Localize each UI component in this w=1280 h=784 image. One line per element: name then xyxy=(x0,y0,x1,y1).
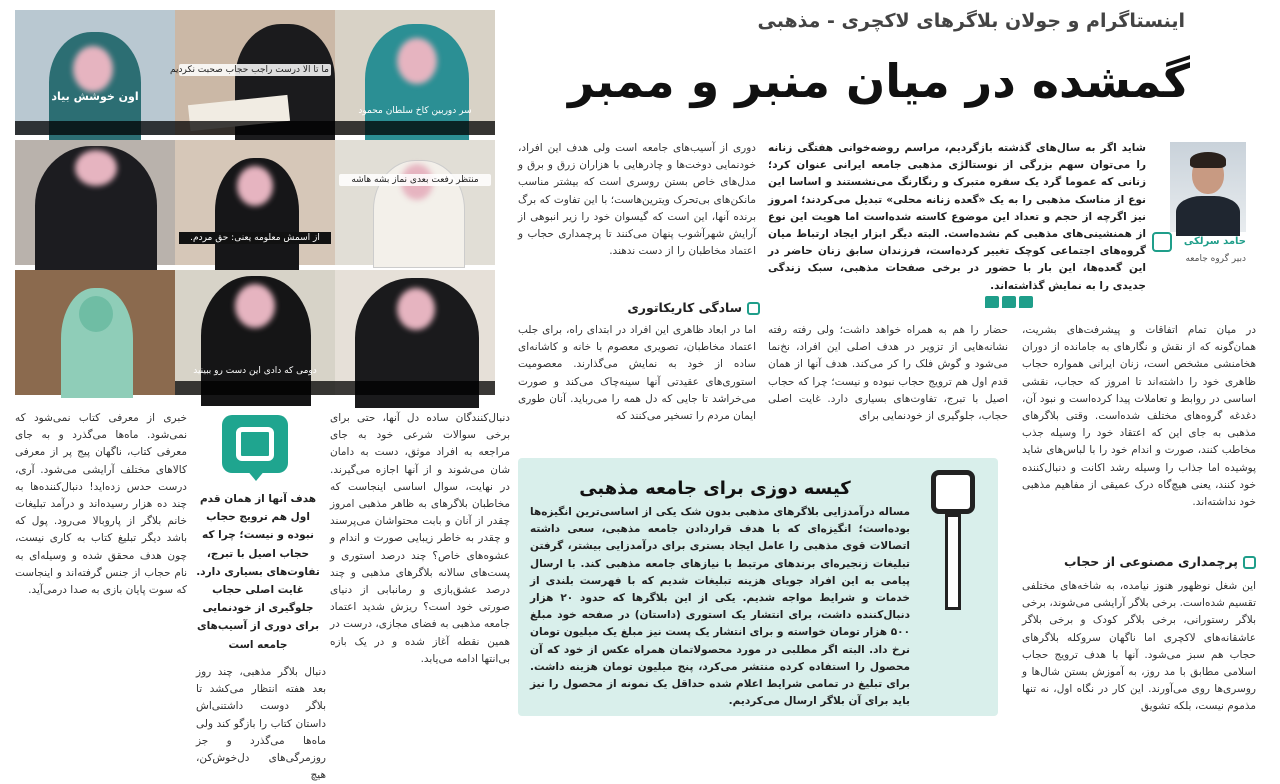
author-role: دبیر گروه جامعه xyxy=(1185,254,1246,264)
box-title: کیسه دوزی برای جامعه مذهبی xyxy=(579,478,851,499)
photo-caption: دومی که دادی این دست رو ببینید xyxy=(193,366,317,376)
subheading xyxy=(627,300,760,315)
article-column: حضار را هم به همراه خواهد داشت؛ ولی رفته رفته نشانه‌هایی از تزویر در هدف اصلی این افراد، نخ‌نما می‌شود و گوش فلک را کر می‌کند. هدف آنها از همان قدم اول هم ترویج حجاب نبوده و نیست؛ چرا که حجاب اصیل با تبرج، تفاوت‌های بسیاری دارد. غایت اصلی حجاب، جلوگیری از خودنمایی برای xyxy=(768,324,1008,423)
article-column: دنبال بلاگر مذهبی، چند روز بعد هفته انتظار می‌کشد تا بلاگر دوست داشتنی‌اش داستان کتاب را بازگو کند ولی ماه‌ها می‌گذرد و جز روزمرگی‌های دل‌خوش‌کن، هیچ xyxy=(196,666,326,782)
headline: گمشده در میان منبر و ممبر xyxy=(567,54,1190,108)
subheading-icon xyxy=(747,302,760,315)
collage-photo xyxy=(15,270,175,395)
photo-collage xyxy=(15,10,495,395)
collage-photo xyxy=(335,140,495,265)
photo-caption: اون خوشش بیاد xyxy=(51,90,139,103)
kicker: اینستاگرام و جولان بلاگرهای لاکچری - مذهبی xyxy=(757,10,1185,32)
article-column: اما در ابعاد ظاهری این افراد در ابتدای راه، برای جلب اعتماد مخاطبان، تصویری معصوم با خانه و کاشانه‌ای ساده از خود به نمایش می‌گذارند. معصومیت استوری‌های عقیدتی آنها سینه‌چاک می‌کند و صورت می‌خراشد تا جایی که دل همه را می‌رباید. آنان طوری ایمان مردم را تسخیر می‌کنند که xyxy=(518,324,756,423)
collage-photo xyxy=(335,270,495,395)
pull-quote: هدف آنها از همان قدم اول هم ترویج حجاب نبوده و نیست؛ چرا که حجاب اصیل با تبرج، تفاوت‌های بسیاری دارد. غایت اصلی حجاب جلوگیری از خودنمایی برای دوری از آسیب‌های جامعه است xyxy=(196,493,320,651)
newspaper-logo-icon xyxy=(925,462,983,622)
article-column: این شغل نوظهور هنوز نیامده، به شاخه‌های مختلفی تقسیم شده‌است. برخی بلاگر آرایشی می‌شوند، برخی بلاگر رستورانی، برخی بلاگر کودک و برخی بلاگر عاشقانه‌های لاکچری اما ناگهان سروکله بلاگرهای حجاب هم سبز می‌شود. آنها با هدف ترویج حجاب اسلامی مطابق با مد روز، به آموزش بستن شال‌ها و روسری‌ها روی می‌آورند. این کار در نگاه اول، نه تنها مذموم نیست، بلکه تشویق xyxy=(1022,580,1256,713)
author-box xyxy=(1152,140,1248,280)
collage-photo xyxy=(175,270,335,395)
collage-photo xyxy=(175,140,335,265)
article-column: خبری از معرفی کتاب نمی‌شود که نمی‌شود. ماه‌ها می‌گذرد و به جای معرفی کتاب، ناگهان پیج پر از معرفی کالاهای مختلف آرایشی می‌شود. آری، درست حدس زده‌اید! دنبال‌کننده‌ها به چند ده هزار رسیده‌اند و درآمد تبلیغات خانم بلاگر از پاروبالا می‌رود. پول که باشد دیگر تبلیغ کتاب به کاری نیست، چون هدف محقق شده و وسیله‌ای به نام حجاب از جنس گرفته‌اند و اینجاست که سوت پایان بازی به صدا درمی‌آید. xyxy=(15,412,187,597)
box-text: مساله درآمدزایی بلاگرهای مذهبی بدون شک یکی از اساسی‌ترین انگیزه‌ها بوده‌است؛ انگیزه‌ای که با هدف قراردادن جامعه مذهبی، سعی داشته اتصالات قوی مذهبی را عامل ایجاد بستری برای درآمدزایی بیشتر، گرفتن تبلیغات زنجیره‌ای برندهای مرتبط با نیازهای جامعه مذهبی کند. با ارسال پیامی به این افراد جویای هزینه تبلیغات شدیم که با فهرست بلندی از خدمات و شرایط مواجه شدیم. یکی از این بلاگرها که حدود ۲۰ هزار دنبال‌کننده داشت، برای انتشار یک استوری (داستان) در صفحه خود مبلغ ۵۰۰ هزار تومان خواسته و برای انتشار یک پست نیز مبلغ یک میلیون تومان نرخ داد. البته اگر مطلبی در مورد محصولاتمان همراه عکس از خود که آن محصول را استفاده کرده منتشر می‌کرد، پنج میلیون تومان هزینه داشت. برای تبلیغ در تمامی شرایط اعلام شده حداقل یک نمونه از محصول را نیز باید برای آن بلاگر ارسال می‌کردیم. xyxy=(530,506,910,708)
subheading xyxy=(1064,554,1256,569)
article-column: در میان تمام اتفاقات و پیشرفت‌های بشریت، همان‌گونه که از نقش و نگارهای به جامانده از دوران هخامنشی مشخص است، زنان ایرانی همواره حجاب ظاهری خود را داشته‌اند تا امروز که حجاب، نقشی اساسی در روابط و تعاملات پیدا کرده‌است و نبود آن، دغدغه گروه‌های مختلف شده‌است. وقتی بلاگرهای مذهبی به جای این که اعتقاد خود را وسیله جذب مخاطب کنند، صورت و اندام خود را با لباس‌های شاید پوشیده اما جذاب را وسیله رشد اکانت و دنبال‌کننده خود کنند، یعنی هیچ‌گاه درک عمیقی از مفاهیم مذهبی خود نداشته‌اند. xyxy=(1022,324,1256,509)
article-column: دنبال‌کنندگان ساده دل آنها، حتی برای برخی سوالات شرعی خود به جای مراجعه به افراد موثق، دست به دامان شان می‌شوند و از آنها اجازه می‌گیرند. در نهایت، سوال اساسی اینجاست که مخاطبان بلاگرهای به ظاهر مذهبی امروز چقدر از آنان و بابت محتوا‌شان می‌پرسند و چقدر به خاطر زیبایی صورت و اندام و عشوه‌های خاص؟ چند درصد استوری و پست‌های سالانه بلاگرهای مذهبی و چند درصد عشق‌بازی و رمانبابی از دنیای صورتی خود است؟ ریزش شدید اعتماد جامعه مذهبی به فضای مجازی، درست در همین نقطه آغاز شده و در یک بازه بی‌انتها ادامه می‌یابد. xyxy=(330,412,510,665)
photo-caption: ما تا الا درست راجب حجاب صحبت نکردیم xyxy=(170,65,329,75)
photo-caption: سر دوربین کاخ سلطان محمود xyxy=(358,106,472,116)
collage-photo xyxy=(15,10,175,135)
subheading-icon xyxy=(1243,556,1256,569)
photo-caption: منتظر رفعت بعدی نماز بشه هاشه xyxy=(339,174,491,186)
author-name: حامد سرلکی xyxy=(1183,236,1246,247)
intro-paragraph: شاید اگر به سال‌های گذشته بازگردیم، مراسم روضه‌خوانی هفتگی زنانه را می‌توان سهم بزرگی از نوستالژی مذهبی جامعه ایرانی عنوان کرد؛ زنانی که عموما گرد یک سفره متبرک و رنگارنگ می‌نشستند و اساسا این نوع از مناسک مذهبی را به یک «گعده زنانه محلی» تبدیل می‌کردند؛ امروز نیز اگرچه از حجم و تعداد این موضوع کاسته شده‌است اما هویت این نوع از همنشینی‌های مذهبی کم نشده‌است. البته دیگر ابزار ایجاد ارتباط میان گروه‌های اجتماعی کوچک تغییر کرده‌است، فرزندان سابق زنان حاضر در این گعده‌ها، این بار با حضور در برخی صفحات مذهبی، سبک زندگی جدیدی را به نمایش گذاشته‌اند. xyxy=(768,142,1146,292)
collage-photo xyxy=(15,140,175,265)
subheading-text: سادگی کاریکاتوری xyxy=(627,300,742,315)
section-divider-icon xyxy=(985,296,1035,308)
photo-caption: از اسمش معلومه یعنی: حق مردم. xyxy=(179,232,331,244)
collage-photo xyxy=(170,10,335,135)
article-column: دوری از آسیب‌های جامعه است ولی هدف این افراد، خودنمایی دوخت‌ها و چادرهایی با هزاران زرق و برق و مدل‌های خاص بستن روسری است که بیشتر مناسب مانکن‌های بی‌تحرک ویترین‌هاست؛ با این تفاوت که برگ برنده آنها، این است که گیسوان خود را زیر انبوهی از آرایش شهرآشوب پنهان می‌کنند تا پرچمداری حجاب و اعتماد مخاطبان را از دست ندهند. xyxy=(518,142,756,258)
newspaper-logo-icon xyxy=(222,415,288,473)
collage-photo xyxy=(335,10,495,135)
subheading-text: پرچمداری مصنوعی از حجاب xyxy=(1063,554,1238,569)
newspaper-logo-icon xyxy=(1152,232,1172,252)
author-photo xyxy=(1170,142,1246,232)
